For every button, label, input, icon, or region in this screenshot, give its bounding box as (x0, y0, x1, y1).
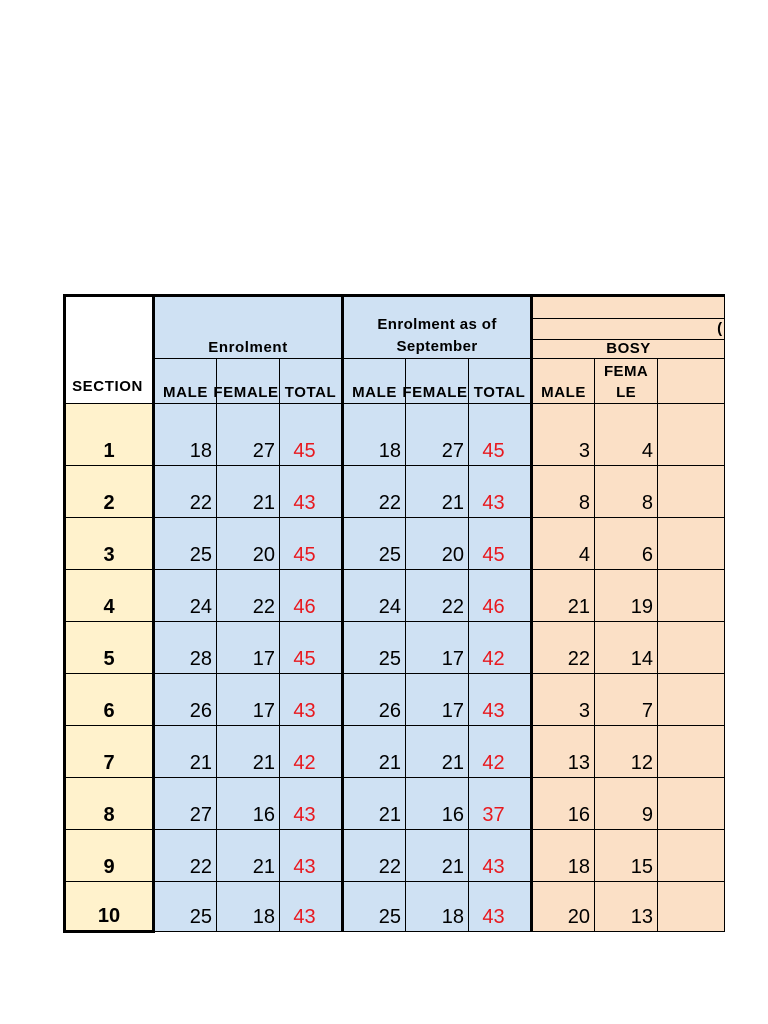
enrolment-female-value: 17 (217, 622, 280, 674)
bosy-female-value: 19 (595, 570, 658, 622)
bosy-male-value: 16 (532, 778, 595, 830)
enrolment-table (63, 294, 725, 933)
enrolment-female-value: 21 (217, 466, 280, 518)
table-row (65, 518, 725, 570)
enrolment-female-value: 17 (217, 674, 280, 726)
enrolment-female-value: 27 (217, 404, 280, 466)
enrolment-female-value: 20 (217, 518, 280, 570)
bosy-female-value: 14 (595, 622, 658, 674)
section-header-label: SECTION (72, 378, 143, 395)
september-male-value: 25 (343, 518, 406, 570)
bosy-female-value: 15 (595, 830, 658, 882)
september-male-value: 25 (343, 882, 406, 932)
table-row (65, 830, 725, 882)
enrolment-female-value: 18 (217, 882, 280, 932)
september-female-value: 20 (406, 518, 469, 570)
enrolment-total-value: 43 (280, 882, 343, 932)
enrolment-male-value: 22 (154, 830, 217, 882)
spreadsheet-viewport (63, 294, 723, 928)
september-female-value: 21 (406, 830, 469, 882)
enrolment-male-value: 26 (154, 674, 217, 726)
september-male-value: 22 (343, 830, 406, 882)
section-number: 4 (65, 570, 154, 622)
bosy-female-value: 8 (595, 466, 658, 518)
section-number: 10 (65, 882, 154, 932)
bosy-extra-value (658, 882, 725, 932)
enrolment-male-value: 24 (154, 570, 217, 622)
september-total-value: 43 (469, 830, 532, 882)
bosy-male-value: 20 (532, 882, 595, 932)
col-enrolment-total: TOTAL (280, 359, 343, 404)
enrolment-total-value: 46 (280, 570, 343, 622)
enrolment-male-value: 25 (154, 518, 217, 570)
bosy-female-value: 6 (595, 518, 658, 570)
september-total-value: 45 (469, 518, 532, 570)
september-female-value: 17 (406, 674, 469, 726)
bosy-male-value: 8 (532, 466, 595, 518)
bosy-subheader-label: BOSY (606, 340, 651, 357)
september-total-value: 46 (469, 570, 532, 622)
bosy-male-value: 18 (532, 830, 595, 882)
bosy-male-value: 3 (532, 404, 595, 466)
bosy-male-value: 21 (532, 570, 595, 622)
enrolment-female-value: 22 (217, 570, 280, 622)
september-group-header (343, 296, 532, 359)
september-total-value: 42 (469, 622, 532, 674)
col-september-male: MALE (343, 359, 406, 404)
enrolment-female-value: 21 (217, 726, 280, 778)
section-number: 1 (65, 404, 154, 466)
bosy-male-value: 4 (532, 518, 595, 570)
section-number: 6 (65, 674, 154, 726)
bosy-female-value: 12 (595, 726, 658, 778)
enrolment-female-value: 16 (217, 778, 280, 830)
table-row (65, 466, 725, 518)
september-female-value: 21 (406, 466, 469, 518)
enrolment-male-value: 25 (154, 882, 217, 932)
september-female-value: 17 (406, 622, 469, 674)
enrolment-female-value: 21 (217, 830, 280, 882)
table-row (65, 570, 725, 622)
bosy-extra-value (658, 404, 725, 466)
september-female-value: 18 (406, 882, 469, 932)
table-row (65, 404, 725, 466)
september-group-title-line1: Enrolment as of (377, 316, 497, 333)
september-total-value: 45 (469, 404, 532, 466)
september-total-value: 37 (469, 778, 532, 830)
september-male-value: 26 (343, 674, 406, 726)
bosy-extra-value (658, 778, 725, 830)
september-female-value: 16 (406, 778, 469, 830)
september-total-value: 42 (469, 726, 532, 778)
enrolment-total-value: 43 (280, 830, 343, 882)
enrolment-male-value: 28 (154, 622, 217, 674)
september-male-value: 21 (343, 726, 406, 778)
section-number: 3 (65, 518, 154, 570)
enrolment-total-value: 42 (280, 726, 343, 778)
bosy-female-value: 13 (595, 882, 658, 932)
enrolment-total-value: 45 (280, 518, 343, 570)
table-row (65, 882, 725, 932)
section-number: 8 (65, 778, 154, 830)
col-bosy-female: FEMA LE (595, 359, 658, 404)
enrolment-total-value: 43 (280, 466, 343, 518)
section-number: 9 (65, 830, 154, 882)
bosy-extra-value (658, 726, 725, 778)
bosy-female-value: 7 (595, 674, 658, 726)
september-female-value: 22 (406, 570, 469, 622)
section-number: 5 (65, 622, 154, 674)
enrolment-male-value: 21 (154, 726, 217, 778)
table-row (65, 622, 725, 674)
bosy-extra-value (658, 518, 725, 570)
bosy-extra-value (658, 830, 725, 882)
september-female-value: 21 (406, 726, 469, 778)
september-male-value: 21 (343, 778, 406, 830)
enrolment-total-value: 43 (280, 674, 343, 726)
bosy-male-value: 22 (532, 622, 595, 674)
september-group-title-line2: September (396, 338, 478, 355)
bosy-female-value: 9 (595, 778, 658, 830)
col-bosy-extra (658, 359, 725, 404)
bosy-group-header (532, 319, 725, 359)
enrolment-total-value: 45 (280, 622, 343, 674)
enrolment-group-header (154, 296, 343, 359)
col-enrolment-male: MALE (154, 359, 217, 404)
september-male-value: 22 (343, 466, 406, 518)
bosy-female-value: 4 (595, 404, 658, 466)
september-male-value: 18 (343, 404, 406, 466)
enrolment-male-value: 27 (154, 778, 217, 830)
col-bosy-male: MALE (532, 359, 595, 404)
enrolment-male-value: 22 (154, 466, 217, 518)
bosy-extra-value (658, 674, 725, 726)
september-total-value: 43 (469, 674, 532, 726)
september-female-value: 27 (406, 404, 469, 466)
section-number: 7 (65, 726, 154, 778)
enrolment-male-value: 18 (154, 404, 217, 466)
september-male-value: 25 (343, 622, 406, 674)
enrolment-total-value: 45 (280, 404, 343, 466)
september-male-value: 24 (343, 570, 406, 622)
col-september-female: FEMALE (406, 359, 469, 404)
enrolment-total-value: 43 (280, 778, 343, 830)
col-enrolment-female: FEMALE (217, 359, 280, 404)
bosy-group-top-band (532, 296, 725, 319)
table-row (65, 726, 725, 778)
bosy-group-partial-title: ( (717, 320, 723, 337)
table-row (65, 778, 725, 830)
col-september-total: TOTAL (469, 359, 532, 404)
table-row (65, 674, 725, 726)
bosy-male-value: 3 (532, 674, 595, 726)
bosy-extra-value (658, 570, 725, 622)
september-total-value: 43 (469, 882, 532, 932)
bosy-extra-value (658, 622, 725, 674)
enrolment-group-title: Enrolment (208, 339, 288, 356)
bosy-extra-value (658, 466, 725, 518)
section-number: 2 (65, 466, 154, 518)
september-total-value: 43 (469, 466, 532, 518)
bosy-male-value: 13 (532, 726, 595, 778)
